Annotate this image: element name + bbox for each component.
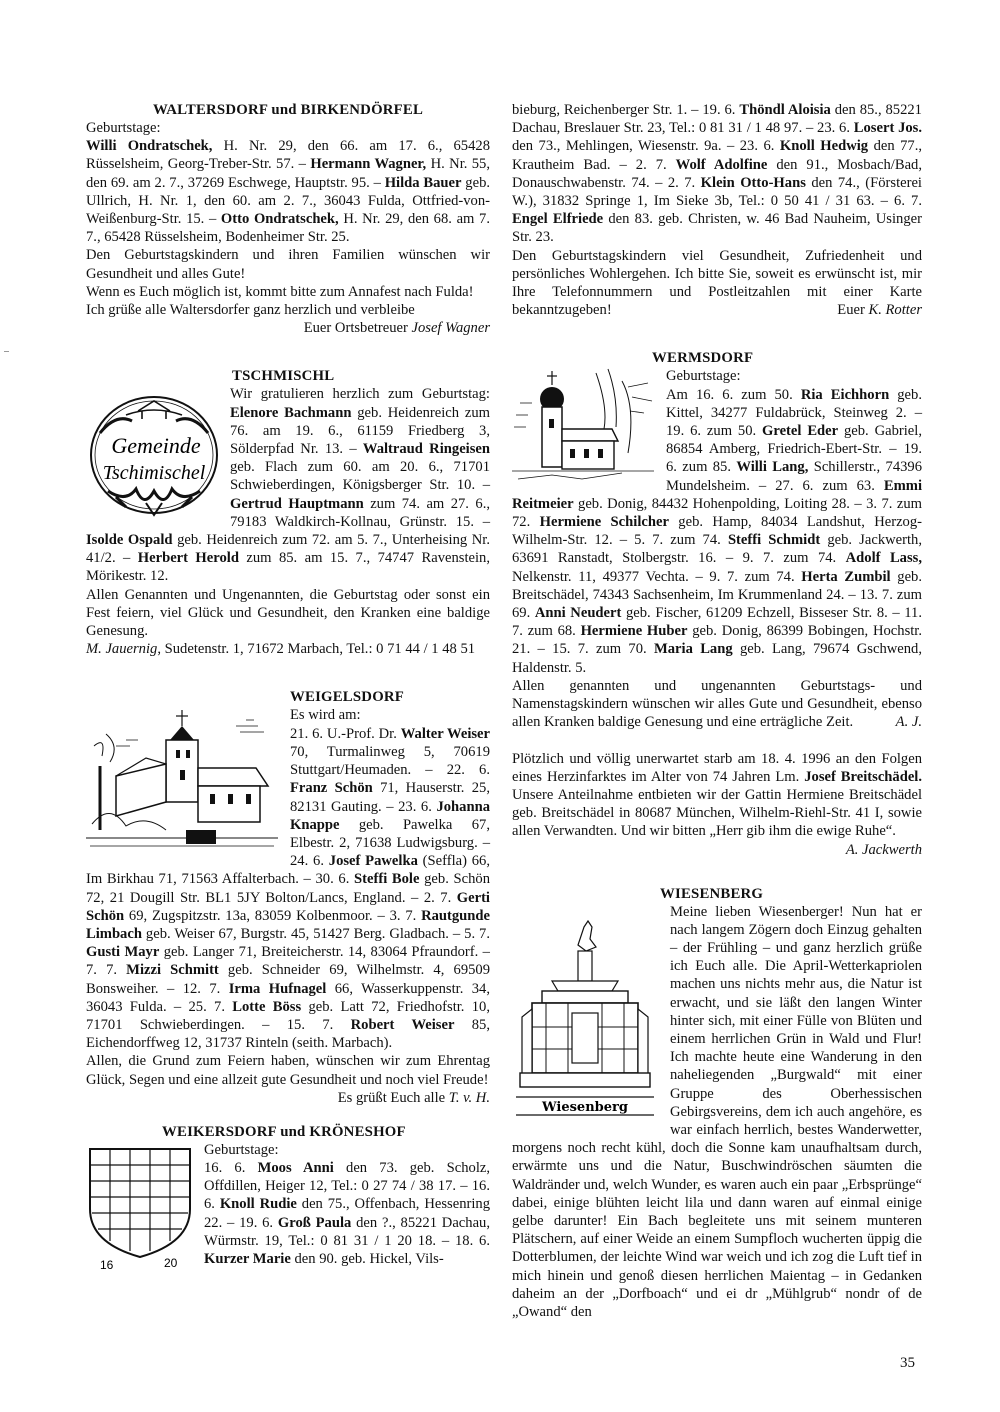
coat-of-arms-weikersdorf [86,1145,198,1273]
person-name: Herbert Herold [137,550,239,567]
signature-line [86,640,490,658]
entry-text: bieburg, Reichenberger Str. 1. – 19. 6. [512,102,740,118]
person-name: Steffi Bole [354,871,420,888]
entry-text: den 83. geb. Christen, w. 46 Bad Nauheim, Usinger Str. 23. [512,211,922,246]
entry-text: 69, Zugspitzstr. 13a, 83059 Kolbenmoor. – 3. 7. [124,907,422,924]
entry-text: geb. Heidenreich zum 76. am 19. 6., 61159 Friedberg 3, Sölderpfad Nr. 13. – [230,404,490,458]
section-title: WIESENBERG [660,885,764,902]
signature: K. Rotter [868,302,922,319]
entry-text: geb. Langer 71, Breiteicherstr. 14, 83064 Pfraundorf. – 7. 7. [86,944,490,979]
person-name: Knoll Hedwig [779,138,869,155]
wish: Den Geburtstagskindern viel Gesundheit, Zufriedenheit und persönliches Wohlergehen. Ich bitte Sie, soweit es erwünscht ist, mir Ihre Telefonnummern und Postleitzahlen mit einer Karte bekanntzugeben! [512,247,922,319]
person-name: Willi Lang, [736,459,809,476]
person-name: Herta Zumbil [801,568,891,585]
seal-text-1: Gemeinde [111,433,201,459]
monument-svg [512,917,658,1121]
person-name: Groß Paula [277,1214,352,1231]
entry-text: zum 85. am 15. 7., 74747 Ravenstein, Mörikestr. 12. [86,550,490,585]
entry-text: H. Nr. 29, den 68. am 7. 7., 65428 Rüsselsheim, Bodenheimer Str. 25. [86,211,490,246]
person-name: Maria Lang [653,641,733,658]
entry-text: geb. Donig, 84432 Hohenpolding, Loiting 28. – 3. 7. zum 72. [512,495,922,531]
entry-text: 66, Wasserkuppenstr. 34, 36043 Fulda. – 25. 7. [86,980,491,1015]
person-name: Gretel Eder [762,423,839,440]
person-name: Adolf Lass, [845,550,922,567]
section-tschmischl [86,367,490,658]
wish: Allen genannten und ungenannten Geburtstags- und Namenstagskindern wünschen wir alles Gute und Gesundheit, ebenso allen Kranken baldige Genesung und eine erträgliche Zeit. [512,677,922,731]
address: , Sudetenstr. 1, 71672 Marbach, Tel.: 0 71 44 / 1 48 51 [157,641,476,658]
section-weikersdorf-continued [512,101,922,319]
person-name: Willi Ondratschek, [86,138,213,155]
signature: A. Jackwerth [845,841,922,858]
person-name: Lotte Böss [232,998,302,1015]
obituary-text [512,750,923,858]
person-name: Klein Otto-Hans [700,174,806,191]
entry-text: geb. Hamp, 84034 Landshut, Herzog-Wilhelm-Str. 12. – 5. 7. zum 74. [512,514,923,549]
right-column [512,101,922,1321]
section-weikersdorf [86,1123,491,1271]
entry-text: den 90. geb. Hickel, Vils- [290,1250,444,1267]
entry-text: geb. Fischer, 61209 Echzell, Bisseser Str. 8. – 11. 7. zum 68. [512,605,922,640]
wish-text [512,247,922,320]
entry-text: Schillerstr., 74396 Mundelsheim. – 27. 6. zum 63. [666,459,923,494]
person-name: Robert Weiser [350,1016,455,1033]
entry-text: 85, Eichendorffweg 12, 31737 Rinteln (seith. Marbach). [86,1016,490,1052]
margin-mark [4,351,9,352]
entry-text: H. Nr. 29, den 66. am 17. 6., 65428 Rüsselsheim, Georg-Treber-Str. 57. – [86,138,490,173]
entry-text: den 85., 85221 Dachau, Breslauer Str. 23, Tel.: 0 81 31 / 1 48 97. – 23. 6. [512,102,922,137]
entry-prefix: 21. 6. U.-Prof. Dr. [290,725,401,742]
signature-line [338,1089,490,1107]
entry-text: geb. Lang, 79674 Gschwend, Haldenstr. 5. [512,641,922,676]
page-number: 35 [900,1355,915,1371]
person-name: Steffi Schmidt [727,532,821,549]
crest-year-right: 20 [164,1255,178,1270]
person-name: Engel Elfriede [512,211,604,228]
intro-text: Wir gratulieren herzlich zum Geburtstag: [230,386,490,403]
intro-text: Es wird am: [290,707,361,724]
church-svg [512,367,654,483]
person-name: Thöndl Aloisia [739,102,831,118]
entry-text: geb. Schön 72, 21 Dougill Str. BL1 5JY Bolton/Lancs, England. – 2. 7. [86,871,490,906]
monument-drawing-wiesenberg [512,917,662,1123]
section-wiesenberg [512,885,922,1322]
birthday-list [86,137,490,246]
signature-line [86,319,490,337]
person-name: Rautgunde Limbach [86,907,490,942]
left-column [86,101,490,1273]
person-name: Ria Eichhorn [800,386,890,403]
entry-text: den 75., Offenbach, Hessenring 22. – 19. 6. [204,1196,490,1231]
entry-text: den 77., Krautheim Bad. – 2. 7. [512,138,923,173]
letter-text: Meine lieben Wiesenberger! Nun hat er nach langem Zögern doch Einzug gehalten – der Frühling – und ganz herzlich grüße ich Euch alle. Die April-Wetterkapriolen machen uns nichts mehr aus, die Natur ist erwacht, und sie läßt den langen Winter hinter sich, mit einer Fülle von Blüten und einem herrlichen Grün in Wald und Flur! Ich machte heute eine Wanderung in den naheliegenden „Burgwald“ mit einer Gruppe des Oberhessischen Gebirgsvereins, dem ich auch angehöre, es war einfach herrlich, bestes Wanderwetter, morgens noch recht kühl, doch die Sonne kam unaufhaltsam durch, erwärmte uns und die Natur, Buschwindröschen säumten die Waldränder und, welch Wunder, es waren auch ein paar „Erbsprünge“ dabei, einige blühten leicht lila und dann waren auf einmal einige gelbe darunter! Ein Bach begleitete uns mit seinem munteren Plätschern, auf einer Weide an einem Sumpfloch wucherten üppig die Dotterblumen, der leichte Wind war weich und ich zog die Luft tief in mich hinein und genoß diesen herrlichen Maientag – in Gedanken daheim an der „Dorfboach“ und ei dr „Mühlgrub“ nondr of de „Owand“ den [512,903,922,1320]
church-drawing-wermsdorf [512,367,658,485]
person-name: Emmi Reitmeier [512,477,922,512]
person-name: Gertrud Hauptmann [230,495,364,512]
greeting-text: Ich grüße alle Waltersdorfer ganz herzlich und verbleibe [86,302,415,319]
person-name: Moos Anni [257,1159,334,1176]
section-title: WALTERSDORF und BIRKENDÖRFEL [152,102,424,118]
wish-text: Den Geburtstagskindern und ihren Familien wünschen wir Gesundheit und alles Gute! [86,247,490,282]
entry-text: geb. Pawelka 67, Elbestr. 2, 71638 Ludwigsburg. – 24. 6. [290,816,490,870]
person-name: Hermiene Huber [580,623,688,640]
person-name: Gusti Mayr [86,944,160,961]
entry-text: zum 74. am 27. 6., 79183 Waldkirch-Kollnau, Grünstr. 15. – [230,495,490,530]
entry-prefix: Am 16. 6. zum 50. [666,386,801,403]
section-subtitle: Geburtstage: [86,120,161,136]
signature: Josef Wagner [411,320,490,337]
entry-text: H. Nr. 55, den 69. am 2. 7., 37269 Eschwege, Hauptstr. 95. – [86,156,491,191]
signoff: Euer Ortsbetreuer [303,320,412,337]
section-subtitle: Geburtstage: [204,1141,279,1158]
entry-text: (Seffla) 66, Im Birkhau 71, 71563 Affalterbach. – 30. 6. [86,853,490,888]
entry-text: Nelkenstr. 11, 49377 Vechta. – 9. 7. zum 74. [512,568,802,585]
wish-text [86,1052,490,1106]
seal-text-2: Tschimischel [102,462,206,485]
section-title: TSCHMISCHL [232,368,335,385]
person-name: Hermiene Schilcher [539,514,669,531]
entry-text: geb. Ullrich, H. Nr. 1, den 60. am 2. 7., 36043 Fulda, Ottfried-von-Weißenburg-Str. 15. – [86,174,491,228]
person-name: Mizzi Schmitt [126,962,219,979]
banner-text: Wiesenberg [542,1099,628,1115]
entry-text: den 91., Mosbach/Bad, Donauschwabenstr. 74. – 2. 7. [512,156,922,191]
person-name: Otto Ondratschek, [220,211,339,228]
entry-text: geb. Weiser 67, Burgstr. 45, 51427 Berg. Gladbach. – 5. 7. [141,925,490,942]
entry-text: geb. Kittel, 34277 Fuldabrück, Steinweg 2. – 19. 6. zum 50. [666,386,922,440]
signoff: Euer [837,302,869,319]
entry-text: geb. Jackwerth, 63691 Ranstadt, Stolbergstr. 16. – 9. 7. zum 74. [512,532,922,567]
wish: Allen, die Grund zum Feiern haben, wünschen wir zum Ehrentag Glück, Segen und eine allzeit gute Gesundheit und noch viel Freude! [86,1053,490,1088]
obituary-body: Unsere Anteilnahme entbieten wir der Gattin Hermiene Breitschädel geb. Breitschädel in 80687 München, Wilhelm-Riehl-Str. 41 I, sowie allen Verwandten. Und wir bitten „Herr gib ihm die ewige Ruhe“. [512,786,922,840]
section-subtitle: Geburtstage: [666,368,741,385]
entry-text: geb. Breitschädel, 74343 Sachsenheim, Im Krummenland 24. – 13. 7. zum 69. [512,568,922,622]
entry-text: geb. Donig, 86399 Bobingen, Hochstr. 21. – 15. 7. zum 70. [512,623,923,658]
annafest-text: Wenn es Euch möglich ist, kommt bitte zum Annafest nach Fulda! [86,283,474,300]
person-name: Kurzer Marie [204,1250,291,1267]
signature-line [837,301,922,319]
person-name: Losert Jos. [853,120,922,137]
person-name: Isolde Ospald [86,532,173,549]
person-name: Johanna Knappe [290,798,490,833]
obituary-intro: Plötzlich und völlig unerwartet starb am 18. 4. 1996 an den Folgen eines Herzinfarktes im Alter von 74 Jahren Lm. [512,750,922,785]
person-name: Knoll Rudie [219,1196,297,1213]
church-drawing-weigelsdorf [86,706,282,856]
church-svg [86,706,278,852]
crest-year-left: 16 [100,1257,114,1271]
entry-text: geb. Heidenreich zum 72. am 5. 7., Unterheising Nr. 41/2. – [86,532,490,567]
person-name: Gerti Schön [86,889,490,924]
entry-text: geb. Gabriel, 86854 Amberg, Friedrich-Ebert-Str. – 19. 6. zum 85. [666,423,922,476]
person-name: Franz Schön [290,780,373,797]
person-name: Anni Neudert [534,605,622,622]
seal-svg [86,391,222,519]
wish-text [512,677,922,732]
person-name: Hilda Bauer [384,174,462,191]
person-name: Hermann Wagner, [310,156,427,173]
entry-text: geb. Schneider 69, Wilhelmstr. 4, 69509 Bonsweiher. – 12. 7. [86,962,491,997]
signature: T. v. H. [448,1089,490,1106]
entry-text: 70, Turmalinweg 5, 70619 Stuttgart/Heumaden. – 22. 6. [290,743,490,779]
gemeinde-seal-image [86,391,226,523]
entry-text: den 73. geb. Scholz, Offdillen, Heiger 12, Tel.: 0 27 74 / 38 17. – 16. 6. [204,1159,491,1213]
section-title: WEIGELSDORF [290,689,405,706]
section-title: WERMSDORF [652,350,754,367]
birthday-list-part2 [512,101,922,247]
entry-text: geb. Flach zum 60. am 20. 6., 71701 Schwieberdingen, Königsberger Str. 10. – [230,459,490,494]
person-name: Irma Hufnagel [228,980,327,997]
section-wermsdorf [512,349,923,858]
section-weigelsdorf [86,688,491,1106]
signature: A. J. [895,714,922,731]
entry-text: 71, Hauserstr. 25, 82131 Gauting. – 23. 6. [290,780,490,815]
entry-text: den 74., (Försterei W.), 31832 Springe 1, Im Sieke 3b, Tel.: 0 50 41 / 31 63. – 6. 7. [512,174,922,210]
section-title: WEIKERSDORF und KRÖNESHOF [162,1123,406,1140]
entry-prefix: 16. 6. [204,1159,258,1176]
crest-svg [86,1145,194,1271]
person-name: Wolf Adolfine [675,156,768,173]
deceased-name: Josef Breitschädel. [804,768,923,785]
signature: M. Jauernig [86,641,158,658]
entry-text: den 73., Mehlingen, Wiesenstr. 9a. – 23. 6. [512,138,780,155]
wish-text: Allen Genannten und Ungenannten, die Geburtstag oder sonst ein Fest feiern, viel Glück und Gesundheit, den Kranken eine baldige Genesung. [86,586,490,640]
entry-text: geb. Latt 72, Friedhofstr. 10, 71701 Schwieberdingen. – 15. 7. [86,998,490,1033]
person-name: Elenore Bachmann [230,404,352,421]
person-name: Waltraud Ringeisen [362,441,490,458]
section-waltersdorf [86,101,490,337]
entry-text: den ?., 85221 Dachau, Würmstr. 19, Tel.: 0 81 31 / 1 20 18. – 18. 6. [204,1214,491,1249]
person-name: Walter Weiser [400,725,491,742]
greeting: Es grüßt Euch alle [337,1089,449,1106]
person-name: Josef Pawelka [328,853,418,870]
